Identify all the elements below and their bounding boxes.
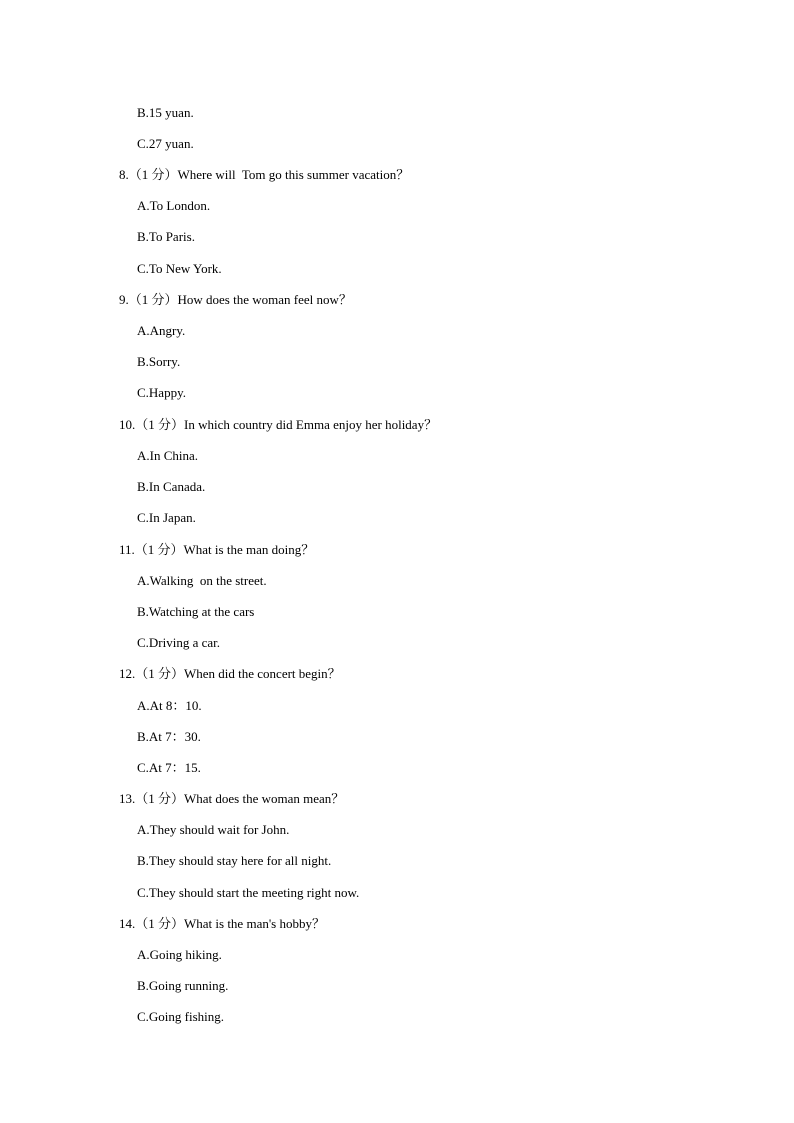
option-7b: B.15 yuan.	[137, 105, 194, 120]
option-11b: B.Watching at the cars	[137, 604, 255, 619]
question-9: 9.（1 分）How does the woman feel now？	[119, 292, 352, 307]
question-10: 10.（1 分）In which country did Emma enjoy her holiday？	[119, 417, 438, 432]
option-14a: A.Going hiking.	[137, 947, 222, 962]
option-7c: C.27 yuan.	[137, 136, 194, 151]
option-12a: A.At 8：10.	[137, 698, 202, 713]
option-9b: B.Sorry.	[137, 354, 181, 369]
option-10c: C.In Japan.	[137, 510, 196, 525]
option-11a: A.Walking on the street.	[137, 573, 267, 588]
option-9c: C.Happy.	[137, 385, 186, 400]
option-13b: B.They should stay here for all night.	[137, 853, 332, 868]
question-13: 13.（1 分）What does the woman mean？	[119, 791, 345, 806]
question-11: 11.（1 分）What is the man doing？	[119, 542, 315, 557]
question-14: 14.（1 分）What is the man's hobby？	[119, 916, 325, 931]
option-8a: A.To London.	[137, 198, 211, 213]
option-13a: A.They should wait for John.	[137, 822, 290, 837]
option-11c: C.Driving a car.	[137, 635, 221, 650]
option-9a: A.Angry.	[137, 323, 186, 338]
question-8: 8.（1 分）Where will Tom go this summer vacation？	[119, 167, 410, 182]
question-12: 12.（1 分）When did the concert begin？	[119, 666, 341, 681]
option-12b: B.At 7：30.	[137, 729, 201, 744]
option-13c: C.They should start the meeting right now.	[137, 885, 360, 900]
option-12c: C.At 7：15.	[137, 760, 201, 775]
option-8b: B.To Paris.	[137, 229, 195, 244]
option-10b: B.In Canada.	[137, 479, 206, 494]
option-14c: C.Going fishing.	[137, 1009, 225, 1024]
option-8c: C.To New York.	[137, 261, 222, 276]
option-10a: A.In China.	[137, 448, 199, 463]
option-14b: B.Going running.	[137, 978, 229, 993]
